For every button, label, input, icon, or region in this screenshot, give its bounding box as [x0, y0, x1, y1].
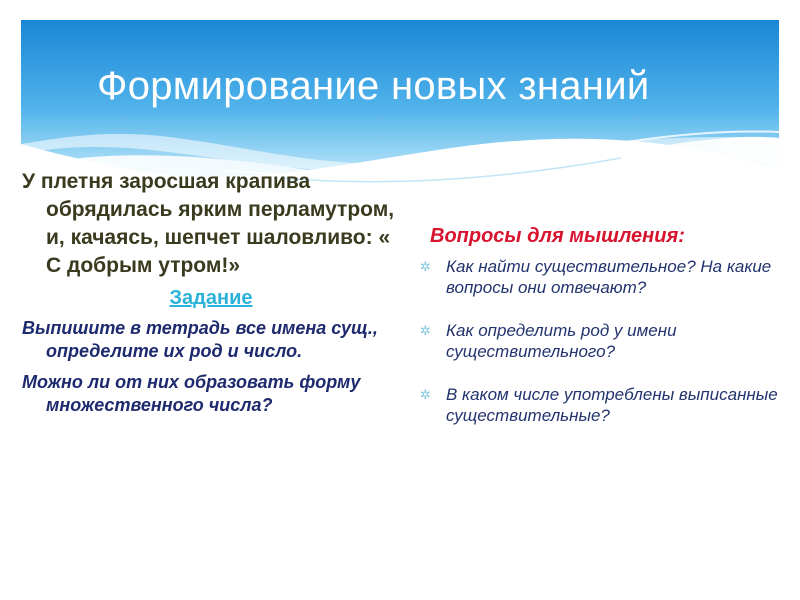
task-question: Можно ли от них образовать форму множественного числа? — [22, 372, 361, 415]
right-column — [420, 222, 780, 448]
bullet-icon: ✲ — [420, 387, 431, 402]
question-text: Как найти существительное? На какие вопросы они отвечают? — [446, 257, 772, 297]
question-text: В каком числе употреблены выписанные существительные? — [446, 385, 778, 425]
list-item — [420, 320, 780, 362]
task-instruction: Выпишите в тетрадь все имена сущ., определите их род и число. — [22, 318, 378, 361]
bullet-icon: ✲ — [420, 259, 431, 274]
poem-text: У плетня заросшая крапива обрядилась ярким перламутром, и, качаясь, шепчет шаловливо: « С добрым утром!» — [22, 170, 395, 277]
questions-heading: Вопросы для мышления: — [430, 225, 685, 247]
bullet-icon: ✲ — [420, 323, 431, 338]
slide-title: Формирование новых знаний — [97, 64, 650, 108]
question-text: Как определить род у имени существительного? — [446, 321, 677, 361]
list-item — [420, 256, 780, 298]
left-column — [22, 168, 400, 417]
task-heading: Задание — [169, 287, 253, 309]
questions-list — [420, 256, 780, 426]
list-item — [420, 384, 780, 426]
